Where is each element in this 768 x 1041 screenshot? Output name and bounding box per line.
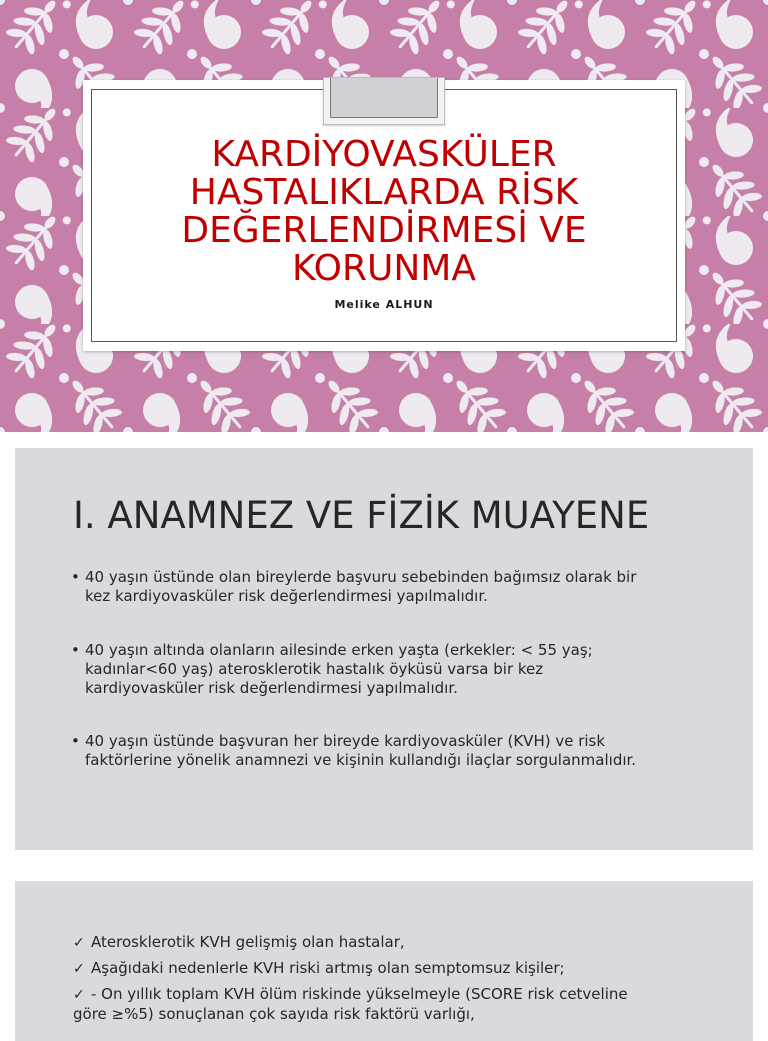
check-line: - On yıllık toplam KVH ölüm riskinde yükselmeyle (SCORE risk cetveline [91,985,628,1003]
title-line: HASTALIKLARDA RİSK [189,172,579,213]
bullet-line: 40 yaşın üstünde olan bireylerde başvuru sebebinden bağımsız olarak bir [85,568,637,586]
check-line: Aşağıdaki nedenlerle KVH riski artmış olan semptomsuz kişiler; [91,959,565,977]
check-item [73,985,713,1024]
title-card-tab [323,77,445,125]
bullet-line: kardiyovasküler risk değerlendirmesi yapılmalıdır. [85,679,458,697]
author-name: Melike ALHUN [334,298,434,311]
checkmark-icon: ✓ [73,987,85,1003]
check-item [73,959,713,979]
bullet-item [71,732,725,770]
bullet-line: 40 yaşın altında olanların ailesinde erken yaşta (erkekler: < 55 yaş; [85,641,593,659]
checkmark-icon: ✓ [73,961,85,977]
title-slide [0,0,768,432]
bullet-marker: • [71,568,80,586]
bullet-marker: • [71,732,80,750]
bullet-line: kez kardiyovasküler risk değerlendirmesi yapılmalıdır. [85,587,488,605]
bullet-line: kadınlar<60 yaş) aterosklerotik hastalık öyküsü varsa bir kez [85,660,544,678]
title-line: DEĞERLENDİRMESİ VE [181,210,587,251]
anamnez-slide [15,448,753,850]
checkmark-icon: ✓ [73,935,85,951]
bullet-item [71,641,725,698]
bullet-line: 40 yaşın üstünde başvuran her bireyde kardiyovasküler (KVH) ve risk [85,732,606,750]
check-item [73,933,713,953]
slide-heading: I. ANAMNEZ VE FİZİK MUAYENE [73,494,650,537]
bullet-marker: • [71,641,80,659]
bullet-line: faktörlerine yönelik anamnezi ve kişinin kullandığı ilaçlar sorgulanmalıdır. [85,751,637,769]
check-line: göre ≥%5) sonuçlanan çok sayıda risk faktörü varlığı, [73,1005,475,1023]
title-line: KORUNMA [292,248,476,289]
check-line: Aterosklerotik KVH gelişmiş olan hastalar, [91,933,405,951]
risk-groups-slide [15,881,753,1041]
presentation-title [103,136,665,288]
title-card [83,80,685,351]
title-line: KARDİYOVASKÜLER [211,134,557,175]
bullet-item [71,568,725,606]
